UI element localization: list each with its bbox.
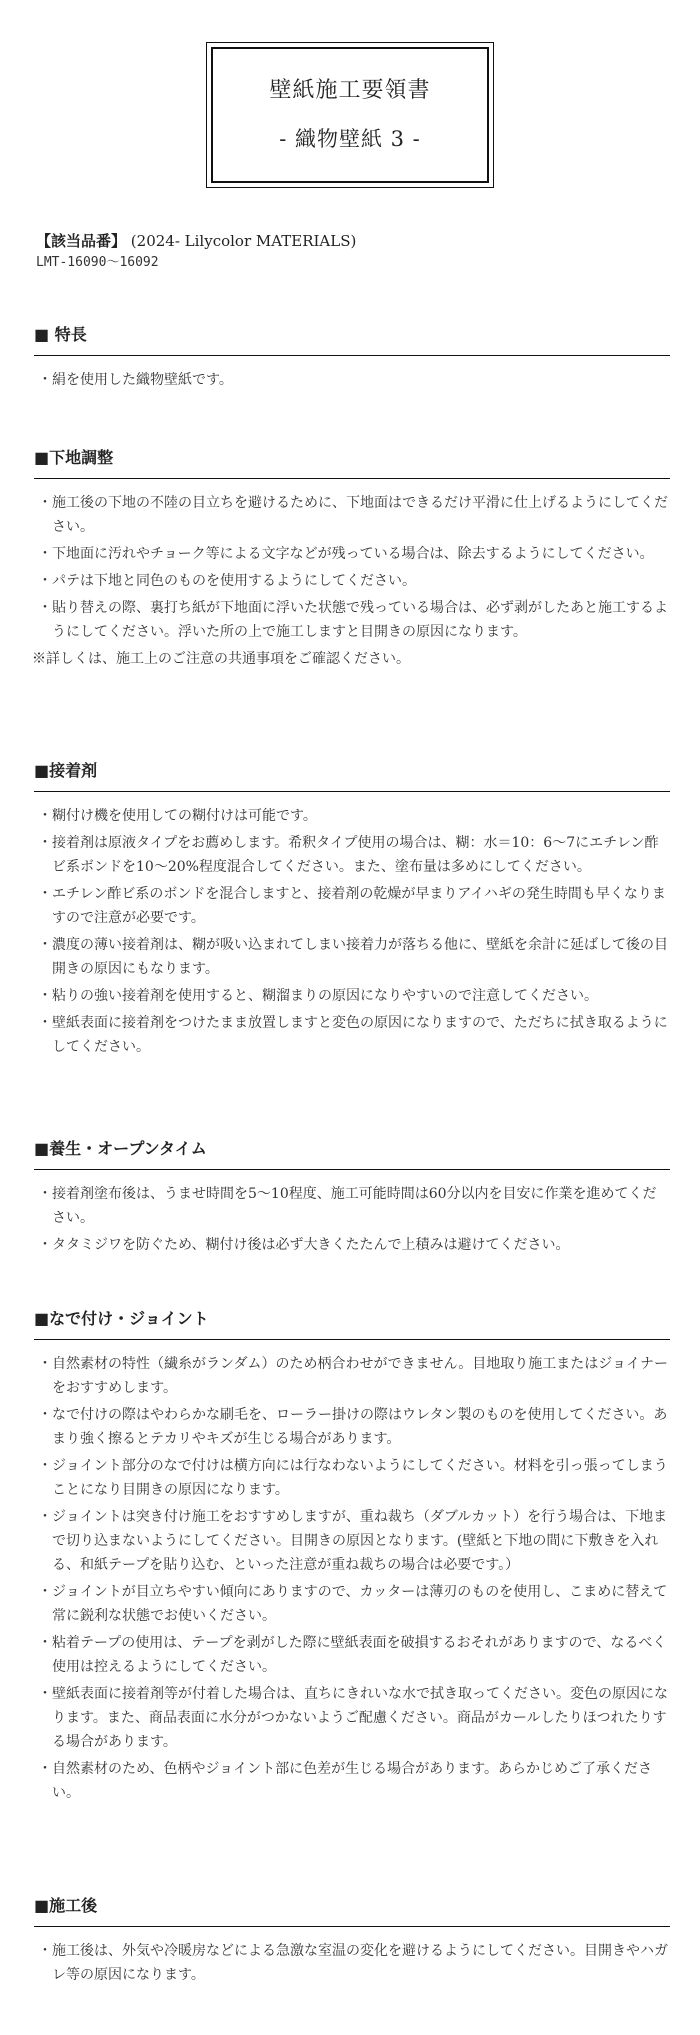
list-item: ・ジョイントは突き付け施工をおすすめしますが、重ね裁ち（ダブルカット）を行う場合は、下地まで切り込まないようにしてください。目開きの原因となります。(壁紙と下地の間に下敷きを入れる、和紙テープを貼り込む、といった注意が重ね裁ちの場合は必要です。） [38, 1509, 668, 1573]
list-item: ・接着剤は原液タイプをお薦めします。希釈タイプ使用の場合は、糊：水＝10：6～7にエチレン酢ビ系ボンドを10～20%程度混合してください。また、塗布量は多めにしてください。 [38, 835, 659, 875]
list-item: ・パテは下地と同色のものを使用するようにしてください。 [38, 573, 416, 589]
list-item: ・自然素材の特性（繊糸がランダム）のため柄合わせができません。目地取り施工またはジョイナーをおすすめします。 [38, 1356, 668, 1396]
item-list [34, 804, 670, 1059]
document-title: 壁紙施工要領書 [269, 78, 431, 104]
title-box [206, 42, 494, 188]
section-adhesive [34, 758, 670, 1062]
list-item: ・糊付け機を使用しての糊付けは可能です。 [38, 808, 317, 824]
list-item: ・絹を使用した織物壁紙です。 [38, 372, 233, 388]
section-heading: ■養生・オープンタイム [34, 1136, 670, 1170]
product-series: (2024- Lilycolor MATERIALS) [130, 232, 357, 250]
section-substrate [34, 445, 670, 671]
list-item: ・濃度の薄い接着剤は、糊が吸い込まれてしまい接着力が落ちる他に、壁紙を余計に延ばして後の目開きの原因にもなります。 [38, 937, 668, 977]
section-features [34, 322, 670, 395]
list-item: ・壁紙表面に接着剤をつけたまま放置しますと変色の原因になりますので、ただちに拭き取るようにしてください。 [38, 1015, 668, 1055]
section-heading: ■下地調整 [34, 445, 670, 479]
list-item: ・下地面に汚れやチョーク等による文字などが残っている場合は、除去するようにしてください。 [38, 546, 654, 562]
product-codes: LMT-16090～16092 [36, 255, 159, 270]
list-item: ・接着剤塗布後は、うませ時間を5～10程度、施工可能時間は60分以内を目安に作業を進めてください。 [38, 1186, 657, 1226]
item-list [34, 1939, 670, 1987]
section-note: ※詳しくは、施工上のご注意の共通事項をご確認ください。 [32, 651, 410, 667]
item-list [34, 1182, 670, 1257]
list-item: ・なで付けの際はやわらかな刷毛を、ローラー掛けの際はウレタン製のものを使用してください。あまり強く擦るとテカリやキズが生じる場合があります。 [38, 1407, 668, 1447]
section-joint [34, 1306, 670, 1808]
product-info [36, 230, 356, 274]
section-heading: ■なで付け・ジョイント [34, 1306, 670, 1340]
item-list [34, 491, 670, 644]
list-item: ・施工後の下地の不陸の目立ちを避けるために、下地面はできるだけ平滑に仕上げるようにしてください。 [38, 495, 668, 535]
list-item: ・ジョイントが目立ちやすい傾向にありますので、カッターは薄刃のものを使用し、こまめに替えて常に鋭利な状態でお使いください。 [38, 1584, 668, 1624]
list-item: ・ジョイント部分のなで付けは横方向には行なわないようにしてください。材料を引っ張ってしまうことになり目開きの原因になります。 [38, 1458, 668, 1498]
list-item: ・タタミジワを防ぐため、糊付け後は必ず大きくたたんで上積みは避けてください。 [38, 1237, 570, 1253]
document-subtitle: - 織物壁紙 3 - [279, 126, 421, 151]
list-item: ・施工後は、外気や冷暖房などによる急激な室温の変化を避けるようにしてください。目開きやハガレ等の原因になります。 [38, 1943, 668, 1983]
title-frame [211, 47, 489, 183]
list-item: ・壁紙表面に接着剤等が付着した場合は、直ちにきれいな水で拭き取ってください。変色の原因になります。また、商品表面に水分がつかないようご配慮ください。商品がカールしたりほつれたりする場合があります。 [38, 1686, 668, 1750]
list-item: ・粘着テープの使用は、テープを剥がした際に壁紙表面を破損するおそれがありますので、なるべく使用は控えるようにしてください。 [38, 1635, 667, 1675]
section-heading: ■ 特長 [34, 322, 670, 356]
list-item: ・自然素材のため、色柄やジョイント部に色差が生じる場合があります。あらかじめご了承ください。 [38, 1761, 653, 1801]
list-item: ・エチレン酢ビ系のボンドを混合しますと、接着剤の乾燥が早まりアイハギの発生時間も早くなりますので注意が必要です。 [38, 886, 666, 926]
list-item: ・貼り替えの際、裏打ち紙が下地面に浮いた状態で残っている場合は、必ず剥がしたあと施工するようにしてください。浮いた所の上で施工しますと目開きの原因になります。 [38, 600, 668, 640]
section-heading: ■接着剤 [34, 758, 670, 792]
list-item: ・粘りの強い接着剤を使用すると、糊溜まりの原因になりやすいので注意してください。 [38, 988, 598, 1004]
item-list [34, 368, 670, 392]
section-heading: ■施工後 [34, 1893, 670, 1927]
section-open-time [34, 1136, 670, 1260]
section-after-installation [34, 1893, 670, 1990]
product-label: 【該当品番】 [36, 232, 127, 250]
item-list [34, 1352, 670, 1805]
